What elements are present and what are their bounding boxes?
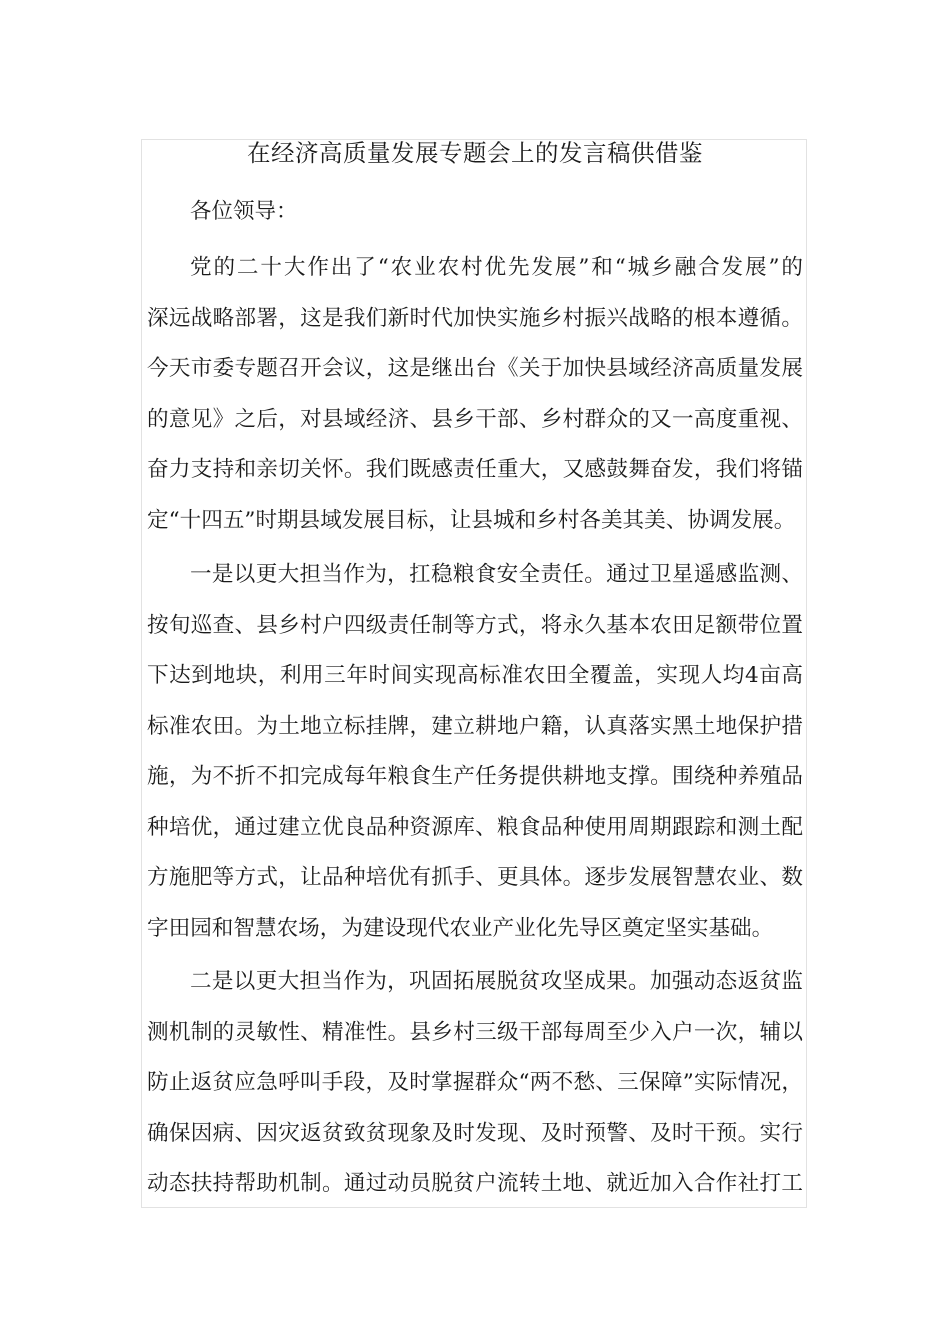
- paragraph-line: 二是以更大担当作为，巩固拓展脱贫攻坚成果。加强动态返贫监: [190, 969, 803, 994]
- paragraph-line: 种培优，通过建立优良品种资源库、粮食品种使用周期跟踪和测土配: [147, 814, 803, 840]
- paragraph-line: 党的二十大作出了“农业农村优先发展”和“城乡融合发展”的: [190, 255, 803, 280]
- paragraph-line: 确保因病、因灾返贫致贫现象及时发现、及时预警、及时干预。实行: [147, 1120, 803, 1146]
- paragraph-line: 防止返贫应急呼叫手段，及时掌握群众“两不愁、三保障”实际情况，: [147, 1070, 803, 1095]
- paragraph-line: 定“十四五”时期县域发展目标，让县城和乡村各美其美、协调发展。: [147, 507, 796, 533]
- paragraph-line: 字田园和智慧农场，为建设现代农业产业化先导区奠定坚实基础。: [147, 915, 774, 941]
- paragraph-line: 下达到地块，利用三年时间实现高标准农田全覆盖，实现人均4亩高: [147, 663, 803, 688]
- paragraph-line: 方施肥等方式，让品种培优有抓手、更具体。逐步发展智慧农业、数: [147, 865, 803, 890]
- document-page: [141, 139, 807, 1208]
- paragraph-line: 今天市委专题召开会议，这是继出台《关于加快县域经济高质量发展: [147, 356, 803, 381]
- paragraph-line: 奋力支持和亲切关怀。我们既感责任重大，又感鼓舞奋发，我们将锚: [147, 457, 803, 482]
- paragraph-3: [147, 967, 803, 1208]
- paragraph-line: 深远战略部署，这是我们新时代加快实施乡村振兴战略的根本遵循。: [147, 305, 803, 331]
- paragraph-1: [147, 253, 803, 556]
- paragraph-2: [147, 560, 803, 964]
- paragraph-line: 的意见》之后，对县域经济、县乡干部、乡村群众的又一高度重视、: [147, 406, 803, 432]
- paragraph-line: 施，为不折不扣完成每年粮食生产任务提供耕地支撑。围绕种养殖品: [147, 764, 803, 789]
- salutation: 各位领导：: [190, 199, 298, 224]
- paragraph-line: 标准农田。为土地立标挂牌，建立耕地户籍，认真落实黑土地保护措: [147, 713, 803, 739]
- document-title: 在经济高质量发展专题会上的发言稿供借鉴: [247, 139, 703, 167]
- paragraph-line: 按旬巡查、县乡村户四级责任制等方式，将永久基本农田足额带位置: [147, 612, 803, 638]
- paragraph-line: 动态扶持帮助机制。通过动员脱贫户流转土地、就近加入合作社打工: [147, 1171, 803, 1196]
- paragraph-line: 一是以更大担当作为，扛稳粮食安全责任。通过卫星遥感监测、: [190, 562, 803, 587]
- paragraph-line: 测机制的灵敏性、精准性。县乡村三级干部每周至少入户一次，辅以: [147, 1019, 803, 1045]
